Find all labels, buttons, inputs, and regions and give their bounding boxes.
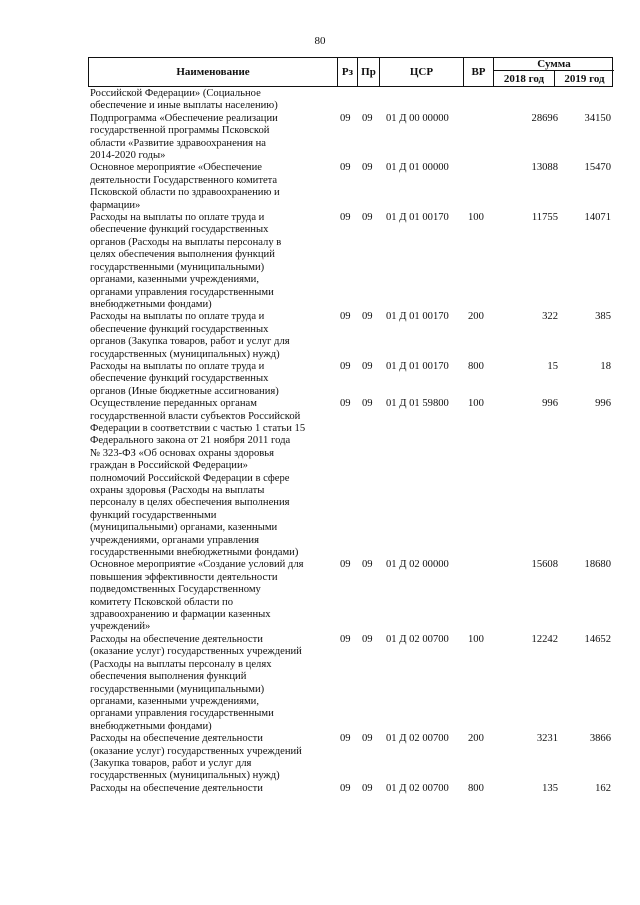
- table-row: [88, 311, 613, 361]
- row-rz: 09: [340, 559, 351, 571]
- row-pr: 09: [362, 360, 373, 372]
- row-sum-2018: 322: [542, 311, 558, 323]
- row-name: Подпрограмма «Обеспечение реализации государственной программы Псковской области «Развитие здравоохранения на 2014-2020 годы»: [90, 112, 278, 162]
- row-rz: 09: [340, 733, 351, 745]
- row-sum-2019: 162: [595, 782, 611, 794]
- row-rz: 09: [340, 360, 351, 372]
- row-vr: 200: [468, 311, 484, 323]
- row-pr: 09: [362, 782, 373, 794]
- row-sum-2018: 11755: [531, 212, 558, 224]
- row-pr: 09: [362, 733, 373, 745]
- row-rz: 09: [340, 398, 351, 410]
- row-name: Основное мероприятие «Обеспечение деятельности Государственного комитета Псковской области по здравоохранению и фармации»: [90, 162, 280, 211]
- row-sum-2018: 996: [542, 398, 558, 410]
- row-vr: 100: [468, 212, 484, 224]
- table-row: [88, 88, 613, 113]
- row-name: Расходы на обеспечение деятельности: [90, 782, 263, 794]
- row-sum-2019: 996: [595, 398, 611, 410]
- header-csr: ЦСР: [379, 58, 463, 86]
- row-sum-2019: 18: [600, 360, 611, 372]
- row-pr: 09: [362, 162, 373, 174]
- row-pr: 09: [362, 311, 373, 323]
- row-name: Осуществление переданных органам государственной власти субъектов Российской Федерации в соответствии с частью 1 статьи 15 Федерального закона от 21 ноября 2011 года № 323-ФЗ «Об основах охраны здоровья граждан в Российской Федерации» полномочий Российской Федерации в сфере охраны здоровья (Расходы на выплаты персоналу в целях обеспечения выполнения функций государственными (муниципальными) органами, казенными учреждениями, органами управления государственными внебюджетными фондами): [90, 398, 306, 559]
- row-sum-2018: 12242: [531, 633, 558, 645]
- row-rz: 09: [340, 212, 351, 224]
- row-vr: 800: [468, 360, 484, 372]
- table-row: [88, 212, 613, 311]
- header-rz: Рз: [337, 58, 357, 86]
- row-name: Расходы на выплаты по оплате труда и обеспечение функций государственных органов (Закупка товаров, работ и услуг для государственных (муниципальных) нужд): [90, 311, 290, 360]
- row-sum-2018: 135: [542, 782, 558, 794]
- row-sum-2018: 3231: [536, 733, 558, 745]
- row-sum-2019: 18680: [584, 559, 611, 571]
- row-csr: 01 Д 01 00000: [386, 162, 449, 174]
- row-pr: 09: [362, 398, 373, 410]
- row-rz: 09: [340, 162, 351, 174]
- row-csr: 01 Д 02 00700: [386, 782, 449, 794]
- row-csr: 01 Д 01 59800: [386, 398, 449, 410]
- row-csr: 01 Д 02 00700: [386, 633, 449, 645]
- row-name: Расходы на выплаты по оплате труда и обеспечение функций государственных органов (Иные бюджетные ассигнования): [90, 360, 279, 397]
- header-year-2018: 2018 год: [493, 71, 554, 86]
- row-pr: 09: [362, 633, 373, 645]
- row-csr: 01 Д 01 00170: [386, 360, 449, 372]
- row-vr: 200: [468, 733, 484, 745]
- row-name: Расходы на обеспечение деятельности (оказание услуг) государственных учреждений (Расходы на выплаты персоналу в целях обеспечения выполнения функций государственными (муниципальными) органами, казенными учреждениями, органами управления государственными внебюджетными фондами): [90, 633, 302, 732]
- row-csr: 01 Д 02 00000: [386, 559, 449, 571]
- row-pr: 09: [362, 212, 373, 224]
- row-pr: 09: [362, 112, 373, 124]
- row-rz: 09: [340, 112, 351, 124]
- table-row: [88, 783, 613, 795]
- table-row: [88, 559, 613, 633]
- table-row: [88, 113, 613, 163]
- row-pr: 09: [362, 559, 373, 571]
- row-sum-2019: 3866: [589, 733, 611, 745]
- table-header: [88, 57, 613, 87]
- table-row: [88, 634, 613, 733]
- row-rz: 09: [340, 782, 351, 794]
- row-sum-2019: 14652: [584, 633, 611, 645]
- header-name: Наименование: [176, 66, 250, 78]
- row-rz: 09: [340, 633, 351, 645]
- row-vr: 800: [468, 782, 484, 794]
- row-sum-2018: 13088: [531, 162, 558, 174]
- row-sum-2019: 385: [595, 311, 611, 323]
- row-csr: 01 Д 00 00000: [386, 112, 449, 124]
- table-row: [88, 162, 613, 212]
- row-name: Основное мероприятие «Создание условий для повышения эффективности деятельности подведомственных Государственному комитету Псковской области по здравоохранению и фармации казенных учреждений»: [90, 559, 304, 633]
- header-vr: ВР: [463, 58, 493, 86]
- row-sum-2018: 15: [547, 360, 558, 372]
- page-number: 80: [314, 35, 326, 47]
- row-rz: 09: [340, 311, 351, 323]
- header-year-2019: 2019 год: [554, 71, 614, 86]
- table-row: [88, 398, 613, 559]
- row-sum-2019: 34150: [584, 112, 611, 124]
- row-sum-2018: 28696: [531, 112, 558, 124]
- row-csr: 01 Д 01 00170: [386, 311, 449, 323]
- row-vr: 100: [468, 633, 484, 645]
- row-sum-2018: 15608: [531, 559, 558, 571]
- header-sum: Сумма: [493, 58, 614, 71]
- row-name: Расходы на обеспечение деятельности (оказание услуг) государственных учреждений (Закупка товаров, работ и услуг для государственных (муниципальных) нужд): [90, 733, 302, 782]
- row-csr: 01 Д 02 00700: [386, 733, 449, 745]
- row-sum-2019: 14071: [584, 212, 611, 224]
- table-row: [88, 733, 613, 783]
- header-pr: Пр: [357, 58, 379, 86]
- row-sum-2019: 15470: [584, 162, 611, 174]
- row-name: Российской Федерации» (Социальное обеспечение и иные выплаты населению): [90, 88, 278, 112]
- row-name: Расходы на выплаты по оплате труда и обеспечение функций государственных органов (Расходы на выплаты персоналу в целях обеспечения выполнения функций государственными (муниципальными) органами, казенными учреждениями, органами управления государственными внебюджетными фондами): [90, 212, 282, 310]
- table-body: [88, 88, 613, 795]
- row-csr: 01 Д 01 00170: [386, 212, 449, 224]
- table-row: [88, 361, 613, 398]
- row-vr: 100: [468, 398, 484, 410]
